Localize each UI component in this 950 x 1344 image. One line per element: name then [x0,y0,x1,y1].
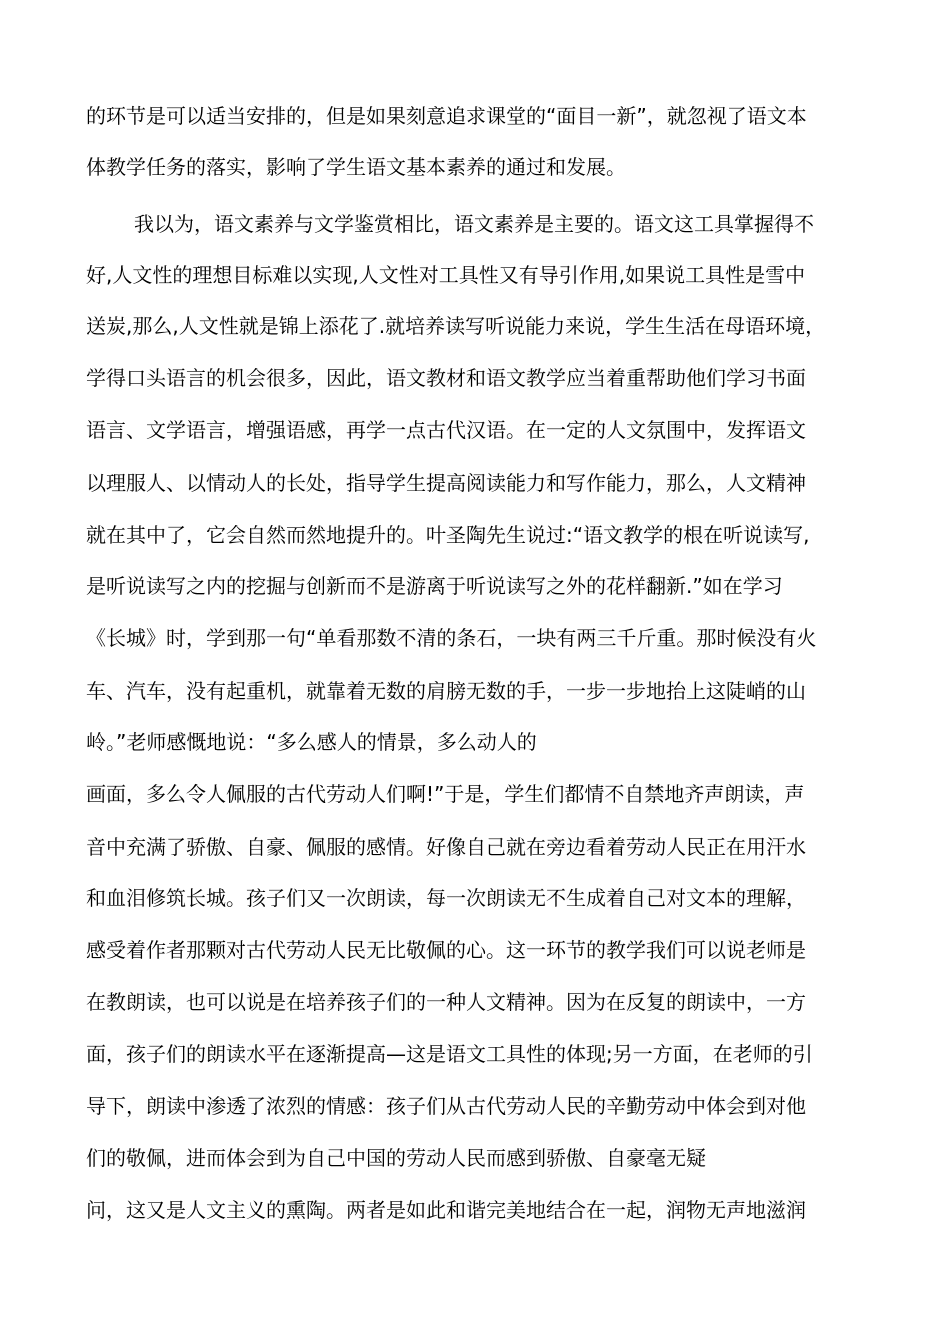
text-line-10: 是听说读写之内的挖掘与创新而不是游离于听说读写之外的花样翻新.”如在学习 [86,574,783,598]
text-line-9: 就在其中了，它会自然而然地提升的。叶圣陶先生说过:“语文教学的根在听说读写, [86,523,810,547]
text-line-5: 送炭,那么,人文性就是锦上添花了.就培养读写听说能力来说，学生生活在母语环境， [86,314,826,338]
text-line-20: 导下，朗读中渗透了浓烈的情感：孩子们从古代劳动人民的辛勤劳动中体会到对他 [86,1094,806,1118]
text-line-4: 好,人文性的理想目标难以实现,人文性对工具性又有导引作用,如果说工具性是雪中 [86,263,806,287]
text-line-12: 车、汽车，没有起重机，就靠着无数的肩膀无数的手，一步一步地抬上这陡峭的山 [86,679,806,703]
text-line-14: 画面，多么令人佩服的古代劳动人们啊!”于是，学生们都情不自禁地齐声朗读，声 [86,782,805,806]
text-line-1: 的环节是可以适当安排的，但是如果刻意追求课堂的“面目一新”，就忽视了语文本 [86,104,807,128]
text-line-11: 《长城》时，学到那一句“单看那数不清的条石，一块有两三千斤重。那时候没有火 [86,626,817,650]
text-line-19: 面，孩子们的朗读水平在逐渐提高—这是语文工具性的体现;另一方面，在老师的引 [86,1042,813,1066]
text-line-21: 们的敬佩，进而体会到为自己中国的劳动人民而感到骄傲、自豪毫无疑 [86,1146,706,1170]
text-line-3: 我以为，语文素养与文学鉴赏相比，语文素养是主要的。语文这工具掌握得不 [134,212,814,236]
text-line-15: 音中充满了骄傲、自豪、佩服的感情。好像自己就在旁边看着劳动人民正在用汗水 [86,835,806,859]
text-line-18: 在教朗读，也可以说是在培养孩子们的一种人文精神。因为在反复的朗读中，一方 [86,990,806,1014]
text-line-7: 语言、文学语言，增强语感，再学一点古代汉语。在一定的人文氛围中，发挥语文 [86,418,806,442]
text-line-17: 感受着作者那颗对古代劳动人民无比敬佩的心。这一环节的教学我们可以说老师是 [86,938,806,962]
text-line-13: 岭。”老师感慨地说：“多么感人的情景，多么动人的 [86,730,537,754]
text-line-16: 和血泪修筑长城。孩子们又一次朗读，每一次朗读无不生成着自己对文本的理解， [86,886,806,910]
text-line-2: 体教学任务的落实，影响了学生语文基本素养的通过和发展。 [86,155,626,179]
text-line-6: 学得口头语言的机会很多，因此，语文教材和语文教学应当着重帮助他们学习书面 [86,366,806,390]
text-line-8: 以理服人、以情动人的长处，指导学生提高阅读能力和写作能力，那么，人文精神 [86,471,806,495]
text-line-22: 问，这又是人文主义的熏陶。两者是如此和谐完美地结合在一起，润物无声地滋润 [86,1198,806,1222]
